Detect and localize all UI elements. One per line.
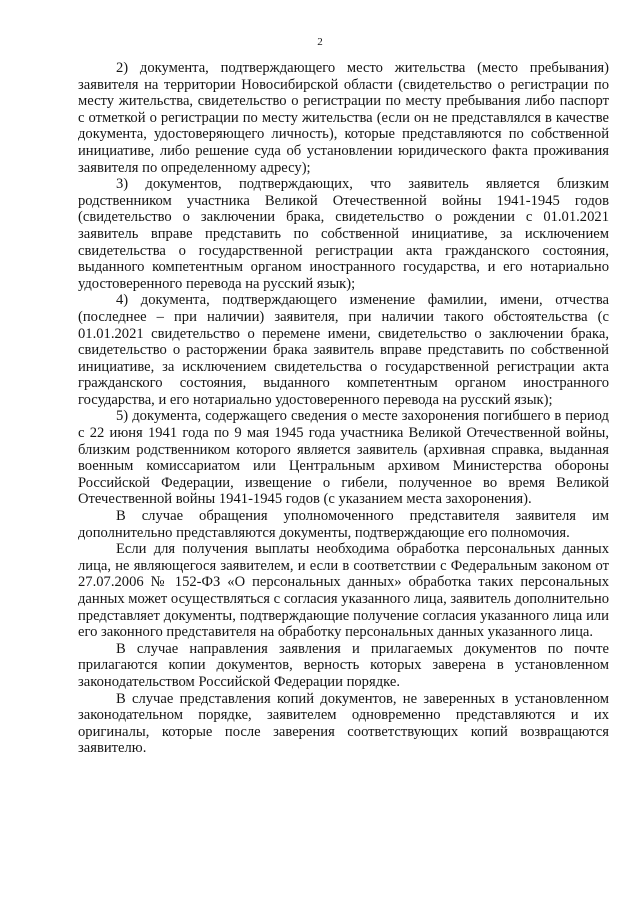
paragraph-postal-submission: В случае направления заявления и прилагаемых документов по почте прилагаются копии документов, верность которых заверена в установленном законодательством Российской Федерации порядке. bbox=[78, 640, 609, 690]
paragraph-item-2-residence-document: 2) документа, подтверждающего место жительства (место пребывания) заявителя на территории Новосибирской области (свидетельство о регистрации по месту жительства, свидетельство о регистрации по месту пребывания либо паспорт с отметкой о регистрации по месту жительства (если он не представлялся в качестве документа, удостоверяющего личность), которые представляются по собственной инициативе, либо решение суда об установлении юридического факта проживания заявителя по определенному адресу); bbox=[78, 60, 609, 176]
paragraph-personal-data-consent: Если для получения выплаты необходима обработка персональных данных лица, не являющегося заявителем, и если в соответствии с Федеральным законом от 27.07.2006 № 152-ФЗ «О персональных данных» обработка таких персональных данных может осуществляться с согласия указанного лица, заявитель дополнительно представляет документы, подтверждающие получение согласия указанного лица или его законного представителя на обработку персональных данных указанного лица. bbox=[78, 541, 609, 641]
paragraph-item-5-burial-place-document: 5) документа, содержащего сведения о месте захоронения погибшего в период с 22 июня 1941 года по 9 мая 1945 года участника Великой Отечественной войны, близким родственником которого является заявитель (архивная справка, выданная военным комиссариатом или Центральным архивом Министерства обороны Российской Федерации, извещение о гибели, полученное во время Великой Отечественной войны 1941-1945 годов (с указанием места захоронения). bbox=[78, 408, 609, 508]
paragraph-item-4-name-change-document: 4) документа, подтверждающего изменение фамилии, имени, отчества (последнее – при наличии) заявителя, при наличии такого обстоятельства (с 01.01.2021 свидетельство о перемене имени, свидетельство о заключении брака, свидетельство о расторжении брака заявитель вправе представить по собственной инициативе, за исключением свидетельства о государственной регистрации акта гражданского состояния, выданного компетентным органом иностранного государства, и его нотариально удостоверенного перевода на русский язык); bbox=[78, 292, 609, 408]
paragraph-representative-authority: В случае обращения уполномоченного представителя заявителя им дополнительно представляются документы, подтверждающие его полномочия. bbox=[78, 508, 609, 541]
document-body bbox=[78, 60, 609, 757]
page-number: 2 bbox=[317, 36, 323, 48]
paragraph-uncertified-copies: В случае представления копий документов, не заверенных в установленном законодательном порядке, заявителем одновременно представляются и их оригиналы, которые после заверения соответствующих копий возвращаются заявителю. bbox=[78, 690, 609, 757]
paragraph-item-3-kinship-documents: 3) документов, подтверждающих, что заявитель является близким родственником участника Великой Отечественной войны 1941-1945 годов (свидетельство о заключении брака, свидетельство о рождении с 01.01.2021 заявитель вправе представить по собственной инициативе, за исключением свидетельства о государственной регистрации акта гражданского состояния, выданного компетентным органом иностранного государства, и его нотариально удостоверенного перевода на русский язык); bbox=[78, 176, 609, 292]
